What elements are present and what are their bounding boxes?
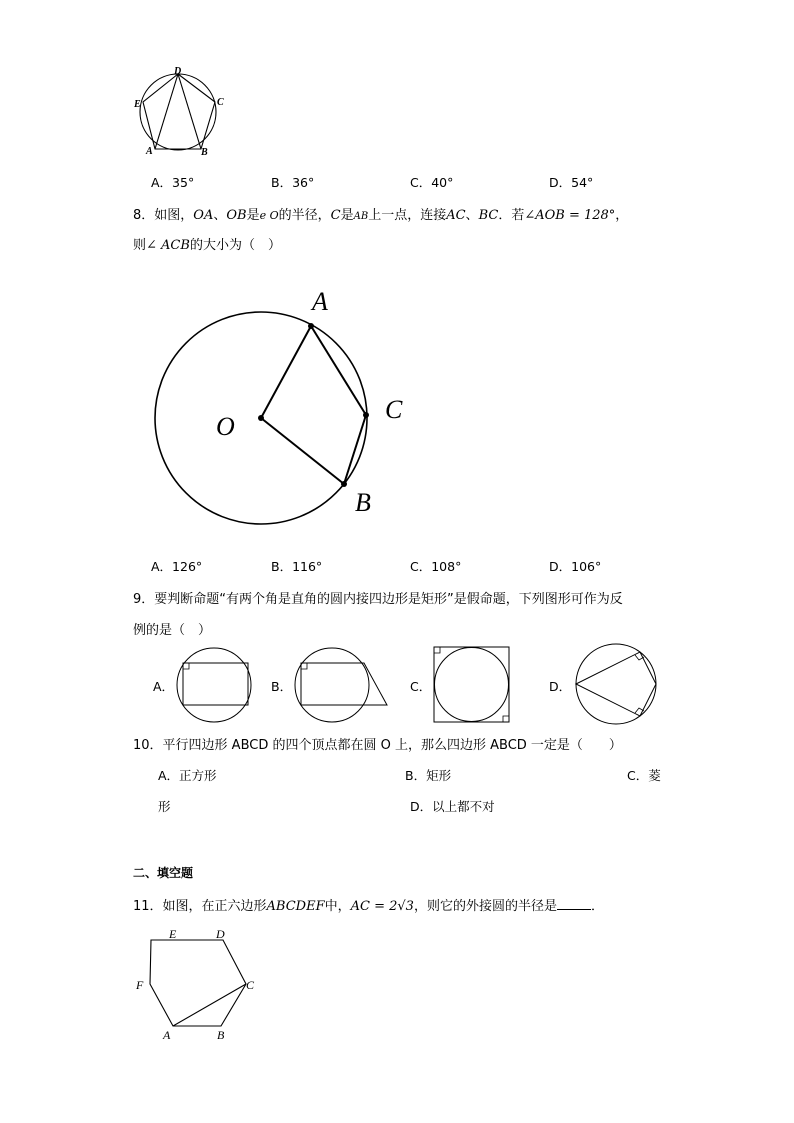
q8-option-b[interactable]: B．116° [271, 559, 323, 574]
q9-a-rectangle [183, 663, 248, 705]
q8-point-b [341, 481, 347, 487]
q8-radius-ob [261, 418, 344, 484]
q11-label-b: B [217, 1028, 225, 1042]
q9-b-trapezoid [301, 663, 387, 705]
q8-stem-line2: 则∠ ACB的大小为（ ） [133, 238, 281, 253]
q9-d-circle [576, 644, 656, 724]
q11-diagonal-ac [173, 984, 246, 1026]
q7-option-d[interactable]: D．54° [549, 175, 594, 190]
q7-label-c: C [217, 97, 224, 108]
q8-option-c[interactable]: C．108° [410, 559, 462, 574]
q9-c-right-angle-mark-bottom [503, 716, 509, 722]
q11-figure [130, 926, 270, 1046]
q7-option-a[interactable]: A．35° [151, 175, 195, 190]
q7-label-b: B [201, 147, 208, 158]
q9-d-right-angle-mark-top [635, 655, 644, 660]
q9-option-a-label[interactable]: A． [153, 679, 175, 694]
q7-option-b[interactable]: B．36° [271, 175, 315, 190]
q11-label-f: F [136, 978, 144, 992]
q10-option-d[interactable]: D．以上都不对 [410, 799, 495, 814]
q7-option-c[interactable]: C．40° [410, 175, 454, 190]
q11-label-d: D [216, 927, 225, 941]
q9-option-c-figure[interactable] [433, 646, 513, 724]
q8-label-o: O [216, 412, 235, 441]
q9-d-kite [576, 652, 656, 716]
q11-label-e: E [169, 927, 177, 941]
q9-option-d-label[interactable]: D． [549, 679, 572, 694]
q7-chord-da [155, 74, 178, 149]
q10-stem: 10．平行四边形 ABCD 的四个顶点都在圆 O 上，那么四边形 ABCD 一定是（ ） [133, 738, 622, 753]
q8-option-a[interactable]: A．126° [151, 559, 203, 574]
q9-c-right-angle-mark-top [434, 647, 440, 653]
q8-chord-ac [311, 326, 366, 415]
q9-option-b-label[interactable]: B． [271, 679, 293, 694]
q8-figure [150, 285, 420, 525]
q7-chord-db [178, 74, 201, 149]
q8-radius-oa [261, 326, 311, 418]
q9-c-circle [435, 648, 509, 722]
q9-stem-line2: 例的是（ ） [133, 623, 212, 638]
q8-label-a: A [312, 287, 328, 316]
q9-stem-line1: 9．要判断命题“有两个角是直角的圆内接四边形是矩形”是假命题，下列图形可作为反 [133, 592, 623, 607]
q9-option-a-figure[interactable] [175, 646, 255, 724]
q9-d-right-angle-mark-bottom [635, 708, 644, 713]
q8-label-b: B [355, 488, 371, 517]
q8-point-o [258, 415, 264, 421]
q8-label-c: C [385, 395, 403, 424]
q11-stem: 11．如图，在正六边形ABCDEF中，AC = 2√3，则它的外接圆的半径是 ． [133, 899, 604, 914]
q7-pentagon [143, 74, 215, 149]
q9-b-circle [295, 648, 369, 722]
q7-label-e: E [134, 99, 141, 110]
q9-option-d-figure[interactable] [570, 642, 660, 726]
q11-hexagon [150, 940, 246, 1026]
q7-label-d: D [174, 66, 182, 77]
q10-option-c[interactable]: C．菱 [627, 768, 661, 783]
q11-answer-blank[interactable] [557, 898, 591, 910]
q11-label-c: C [246, 978, 255, 992]
q9-option-b-figure[interactable] [293, 646, 393, 724]
section-title: 二、填空题 [133, 866, 194, 880]
q8-stem-line1: 8．如图，OA、OB是e O的半径，C是AB上一点，连接AC、BC．若∠AOB = 128°， [133, 208, 629, 223]
q7-label-a: A [146, 146, 153, 157]
q8-point-c [363, 412, 369, 418]
q9-a-circle [177, 648, 251, 722]
q7-figure [130, 62, 240, 162]
q10-option-a[interactable]: A．正方形 [158, 768, 217, 783]
q10-option-c-wrap[interactable]: 形 [158, 799, 171, 814]
q8-point-a [308, 323, 314, 329]
q9-option-c-label[interactable]: C． [410, 679, 432, 694]
q10-option-b[interactable]: B．矩形 [405, 768, 452, 783]
q8-option-d[interactable]: D．106° [549, 559, 602, 574]
q11-label-a: A [163, 1028, 171, 1042]
